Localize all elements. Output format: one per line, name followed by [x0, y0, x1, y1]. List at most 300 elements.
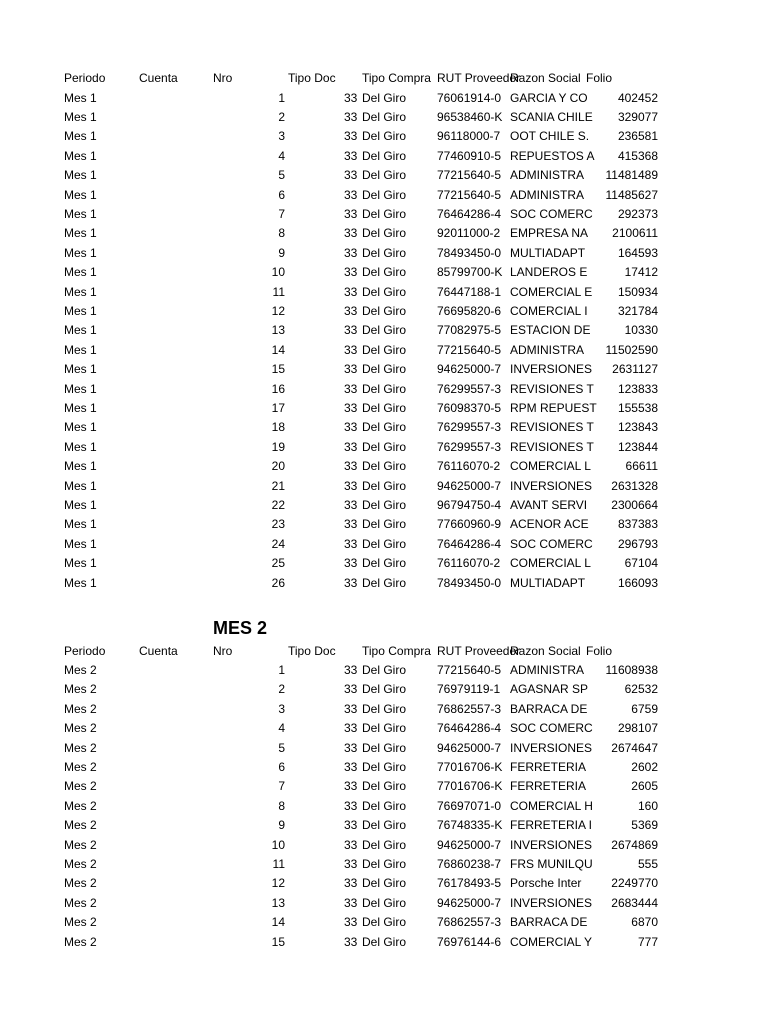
cell-tipo-compra: Del Giro: [362, 915, 407, 930]
cell-rut-proveedor: 76098370-5: [437, 400, 502, 415]
cell-folio: 123844: [617, 439, 658, 454]
cell-rut-proveedor: 96538460-K: [437, 109, 503, 124]
header-folio: Folio: [586, 71, 613, 85]
header-folio: Folio: [586, 643, 613, 658]
header-tipo-compra: Tipo Compra: [362, 71, 431, 85]
cell-tipo-doc: 33: [344, 798, 358, 813]
cell-rut-proveedor: 76447188-1: [437, 284, 502, 299]
cell-tipo-compra: Del Giro: [362, 575, 407, 590]
cell-razon-social: ADMINISTRA: [510, 187, 585, 202]
table-row: [0, 661, 768, 680]
cell-rut-proveedor: 77660960-9: [437, 517, 502, 532]
cell-folio: 66611: [625, 459, 658, 474]
cell-nro: 9: [278, 818, 285, 833]
table-row: [0, 515, 768, 534]
cell-nro: 14: [271, 915, 285, 930]
cell-tipo-doc: 33: [344, 342, 358, 357]
cell-folio: 555: [637, 857, 658, 871]
table-row: [0, 739, 768, 758]
cell-nro: 2: [278, 109, 285, 124]
cell-tipo-doc: 33: [344, 265, 358, 280]
cell-periodo: Mes 1: [64, 187, 97, 202]
table-row: [0, 321, 768, 340]
cell-tipo-compra: Del Giro: [362, 760, 407, 774]
cell-rut-proveedor: 94625000-7: [437, 895, 502, 910]
cell-razon-social: SOC COMERC: [510, 721, 593, 736]
cell-folio: 321784: [617, 303, 658, 318]
table-row: [0, 108, 768, 127]
cell-nro: 18: [271, 420, 285, 435]
cell-tipo-doc: 33: [344, 663, 358, 677]
cell-razon-social: INVERSIONES: [510, 362, 593, 377]
cell-rut-proveedor: 92011000-2: [437, 226, 501, 241]
cell-periodo: Mes 1: [64, 303, 97, 318]
cell-folio: 5369: [631, 818, 658, 833]
cell-rut-proveedor: 76299557-3: [437, 420, 502, 435]
table-row: [0, 341, 768, 360]
header-cuenta: Cuenta: [139, 643, 178, 658]
cell-folio: 2100611: [612, 226, 658, 241]
cell-razon-social: ESTACION DE: [510, 323, 591, 338]
cell-nro: 13: [271, 895, 285, 910]
cell-tipo-doc: 33: [344, 536, 358, 551]
cell-folio: 6759: [631, 701, 658, 716]
cell-tipo-compra: Del Giro: [362, 265, 407, 280]
cell-razon-social: ADMINISTRA: [510, 342, 585, 357]
cell-nro: 12: [271, 303, 285, 318]
cell-periodo: Mes 1: [64, 323, 97, 338]
header-nro: Nro: [213, 643, 233, 658]
cell-razon-social: EMPRESA NA: [510, 226, 589, 241]
cell-nro: 8: [278, 798, 285, 813]
cell-tipo-doc: 33: [344, 556, 358, 571]
cell-razon-social: GARCIA Y CO: [510, 90, 588, 105]
cell-tipo-doc: 33: [344, 915, 358, 930]
cell-tipo-compra: Del Giro: [362, 226, 407, 241]
cell-periodo: Mes 1: [64, 420, 97, 435]
cell-folio: 160: [637, 798, 658, 813]
table-row: [0, 147, 768, 166]
cell-folio: 837383: [617, 517, 658, 532]
header-row: [0, 642, 768, 661]
cell-periodo: Mes 2: [64, 837, 97, 852]
cell-razon-social: ADMINISTRA: [510, 663, 585, 677]
header-rut-proveedor: RUT Proveedor: [437, 643, 521, 658]
cell-tipo-doc: 33: [344, 323, 358, 338]
table-row: [0, 263, 768, 282]
cell-folio: 2300664: [611, 497, 658, 512]
cell-nro: 19: [271, 439, 285, 454]
cell-tipo-doc: 33: [344, 148, 358, 163]
cell-tipo-doc: 33: [344, 818, 358, 833]
cell-periodo: Mes 2: [64, 760, 97, 774]
cell-tipo-compra: Del Giro: [362, 90, 407, 105]
cell-folio: 17412: [624, 265, 658, 280]
cell-rut-proveedor: 76748335-K: [437, 818, 503, 833]
cell-nro: 17: [271, 400, 285, 415]
table-row: [0, 816, 768, 835]
cell-tipo-compra: Del Giro: [362, 245, 407, 260]
cell-nro: 1: [278, 663, 285, 677]
cell-rut-proveedor: 85799700-K: [437, 265, 503, 280]
cell-tipo-doc: 33: [344, 517, 358, 532]
cell-periodo: Mes 2: [64, 721, 97, 736]
cell-tipo-compra: Del Giro: [362, 109, 407, 124]
cell-rut-proveedor: 76697071-0: [437, 798, 502, 813]
table-row: [0, 535, 768, 554]
cell-nro: 3: [278, 701, 285, 716]
cell-tipo-compra: Del Giro: [362, 187, 407, 202]
cell-rut-proveedor: 77215640-5: [437, 168, 502, 183]
cell-periodo: Mes 1: [64, 148, 97, 163]
cell-tipo-compra: Del Giro: [362, 682, 407, 697]
cell-razon-social: INVERSIONES: [510, 895, 593, 910]
cell-folio: 150934: [617, 284, 658, 299]
cell-tipo-compra: Del Giro: [362, 362, 407, 377]
cell-tipo-compra: Del Giro: [362, 934, 407, 949]
cell-tipo-compra: Del Giro: [362, 517, 407, 532]
cell-nro: 5: [278, 740, 285, 755]
cell-tipo-doc: 33: [344, 478, 358, 493]
header-cuenta: Cuenta: [139, 71, 178, 85]
cell-razon-social: BARRACA DE: [510, 701, 588, 716]
cell-periodo: Mes 1: [64, 226, 97, 241]
cell-periodo: Mes 2: [64, 701, 97, 716]
cell-rut-proveedor: 76116070-2: [437, 556, 501, 571]
table-row: [0, 205, 768, 224]
cell-periodo: Mes 1: [64, 459, 97, 474]
cell-rut-proveedor: 96794750-4: [437, 497, 502, 512]
cell-nro: 23: [271, 517, 285, 532]
cell-folio: 123843: [617, 420, 658, 435]
cell-tipo-doc: 33: [344, 876, 358, 891]
cell-razon-social: SOC COMERC: [510, 536, 593, 551]
cell-nro: 7: [278, 206, 285, 221]
cell-tipo-doc: 33: [344, 168, 358, 183]
cell-periodo: Mes 1: [64, 206, 97, 221]
table-row: [0, 457, 768, 476]
cell-tipo-compra: Del Giro: [362, 439, 407, 454]
cell-rut-proveedor: 76979119-1: [437, 682, 501, 697]
table-row: [0, 797, 768, 816]
cell-nro: 6: [278, 187, 285, 202]
cell-razon-social: COMERCIAL H: [510, 798, 593, 813]
cell-folio: 415368: [617, 148, 658, 163]
header-periodo: Periodo: [64, 71, 106, 85]
cell-razon-social: COMERCIAL I: [510, 303, 588, 318]
cell-nro: 26: [271, 575, 285, 590]
cell-nro: 1: [278, 90, 285, 105]
cell-tipo-compra: Del Giro: [362, 779, 407, 794]
table-row: [0, 89, 768, 108]
header-row: [0, 69, 768, 88]
cell-rut-proveedor: 77082975-5: [437, 323, 502, 338]
cell-nro: 15: [271, 362, 285, 377]
cell-periodo: Mes 2: [64, 798, 97, 813]
cell-tipo-compra: Del Giro: [362, 284, 407, 299]
cell-razon-social: SCANIA CHILE: [510, 109, 593, 124]
cell-tipo-doc: 33: [344, 459, 358, 474]
cell-periodo: Mes 1: [64, 478, 97, 493]
cell-tipo-compra: Del Giro: [362, 342, 407, 357]
cell-folio: 329077: [617, 109, 658, 124]
cell-rut-proveedor: 76299557-3: [437, 381, 502, 396]
table-row: [0, 933, 768, 952]
cell-rut-proveedor: 76464286-4: [437, 536, 502, 551]
table-row: [0, 477, 768, 496]
cell-periodo: Mes 1: [64, 497, 97, 512]
cell-tipo-doc: 33: [344, 837, 358, 852]
table-row: [0, 836, 768, 855]
cell-nro: 11: [272, 857, 285, 871]
cell-tipo-doc: 33: [344, 303, 358, 318]
cell-razon-social: REVISIONES T: [510, 420, 594, 435]
cell-tipo-doc: 33: [344, 362, 358, 377]
cell-folio: 2674647: [611, 740, 658, 755]
cell-periodo: Mes 2: [64, 779, 97, 794]
cell-nro: 13: [271, 323, 285, 338]
cell-rut-proveedor: 77215640-5: [437, 187, 502, 202]
cell-razon-social: REVISIONES T: [510, 439, 594, 454]
cell-razon-social: Porsche Inter: [510, 876, 582, 891]
cell-rut-proveedor: 77460910-5: [437, 148, 502, 163]
cell-tipo-doc: 33: [344, 857, 358, 871]
cell-tipo-doc: 33: [344, 206, 358, 221]
cell-nro: 11: [272, 284, 285, 299]
table-row: [0, 399, 768, 418]
cell-periodo: Mes 1: [64, 400, 97, 415]
cell-folio: 292373: [617, 206, 658, 221]
cell-folio: 402452: [617, 90, 658, 105]
cell-tipo-compra: Del Giro: [362, 168, 407, 183]
cell-tipo-compra: Del Giro: [362, 818, 407, 833]
cell-tipo-compra: Del Giro: [362, 323, 407, 338]
cell-folio: 2683444: [611, 895, 658, 910]
cell-rut-proveedor: 78493450-0: [437, 575, 502, 590]
table-row: [0, 496, 768, 515]
cell-periodo: Mes 1: [64, 439, 97, 454]
cell-razon-social: COMERCIAL L: [510, 459, 591, 474]
cell-nro: 2: [278, 682, 285, 697]
table-row: [0, 874, 768, 893]
cell-tipo-doc: 33: [344, 381, 358, 396]
cell-tipo-compra: Del Giro: [362, 857, 407, 871]
cell-periodo: Mes 1: [64, 245, 97, 260]
cell-tipo-compra: Del Giro: [362, 420, 407, 435]
cell-razon-social: MULTIADAPT: [510, 245, 586, 260]
header-tipo-doc: Tipo Doc: [288, 71, 336, 85]
cell-tipo-compra: Del Giro: [362, 721, 407, 736]
cell-tipo-doc: 33: [344, 779, 358, 794]
cell-nro: 12: [271, 876, 285, 891]
cell-tipo-doc: 33: [344, 439, 358, 454]
cell-folio: 777: [637, 934, 658, 949]
cell-razon-social: SOC COMERC: [510, 206, 593, 221]
cell-nro: 21: [271, 478, 285, 493]
cell-tipo-compra: Del Giro: [362, 798, 407, 813]
cell-razon-social: FRS MUNILQU: [510, 857, 593, 871]
cell-rut-proveedor: 76178493-5: [437, 876, 502, 891]
cell-folio: 155538: [617, 400, 658, 415]
cell-folio: 2674869: [611, 837, 658, 852]
cell-rut-proveedor: 76464286-4: [437, 206, 502, 221]
cell-rut-proveedor: 94625000-7: [437, 740, 502, 755]
cell-rut-proveedor: 77016706-K: [437, 760, 503, 774]
cell-razon-social: RPM REPUEST: [510, 400, 597, 415]
cell-rut-proveedor: 77016706-K: [437, 779, 503, 794]
cell-razon-social: FERRETERIA: [510, 760, 587, 774]
cell-razon-social: INVERSIONES: [510, 478, 593, 493]
cell-folio: 11502590: [605, 342, 658, 357]
cell-rut-proveedor: 94625000-7: [437, 362, 502, 377]
cell-periodo: Mes 1: [64, 342, 97, 357]
cell-periodo: Mes 1: [64, 556, 97, 571]
cell-rut-proveedor: 76862557-3: [437, 701, 502, 716]
cell-razon-social: COMERCIAL E: [510, 284, 593, 299]
table-row: [0, 719, 768, 738]
cell-folio: 67104: [624, 556, 658, 571]
table-row: [0, 127, 768, 146]
table-row: [0, 913, 768, 932]
cell-razon-social: COMERCIAL L: [510, 556, 591, 571]
cell-nro: 5: [278, 168, 285, 183]
cell-razon-social: FERRETERIA I: [510, 818, 593, 833]
cell-nro: 16: [271, 381, 285, 396]
cell-rut-proveedor: 94625000-7: [437, 478, 502, 493]
header-tipo-compra: Tipo Compra: [362, 643, 431, 658]
cell-tipo-compra: Del Giro: [362, 876, 407, 891]
cell-tipo-doc: 33: [344, 129, 358, 144]
cell-nro: 15: [271, 934, 285, 949]
cell-periodo: Mes 1: [64, 575, 97, 590]
cell-tipo-compra: Del Giro: [362, 478, 407, 493]
cell-periodo: Mes 1: [64, 265, 97, 280]
table-row: [0, 418, 768, 437]
cell-rut-proveedor: 96118000-7: [437, 129, 501, 144]
cell-folio: 11481489: [605, 168, 658, 183]
cell-razon-social: INVERSIONES: [510, 837, 593, 852]
table-row: [0, 574, 768, 593]
cell-razon-social: ADMINISTRA: [510, 168, 585, 183]
cell-folio: 2602: [631, 760, 658, 774]
cell-rut-proveedor: 76061914-0: [437, 90, 502, 105]
cell-folio: 62532: [624, 682, 658, 697]
cell-rut-proveedor: 77215640-5: [437, 663, 502, 677]
cell-rut-proveedor: 76695820-6: [437, 303, 502, 318]
cell-razon-social: ACENOR ACE: [510, 517, 589, 532]
table-row: [0, 302, 768, 321]
cell-periodo: Mes 1: [64, 129, 97, 144]
cell-periodo: Mes 2: [64, 934, 97, 949]
cell-nro: 4: [278, 148, 285, 163]
cell-razon-social: AVANT SERVI: [510, 497, 588, 512]
cell-tipo-doc: 33: [344, 400, 358, 415]
cell-tipo-compra: Del Giro: [362, 129, 407, 144]
cell-tipo-compra: Del Giro: [362, 497, 407, 512]
table-row: [0, 166, 768, 185]
cell-tipo-compra: Del Giro: [362, 400, 407, 415]
table-row: [0, 554, 768, 573]
table-row: [0, 186, 768, 205]
cell-periodo: Mes 1: [64, 109, 97, 124]
cell-tipo-compra: Del Giro: [362, 536, 407, 551]
cell-periodo: Mes 1: [64, 284, 97, 299]
cell-folio: 2631127: [612, 362, 658, 377]
cell-periodo: Mes 2: [64, 663, 97, 677]
header-razon-social: Razon Social: [510, 643, 581, 658]
cell-nro: 22: [271, 497, 285, 512]
cell-periodo: Mes 1: [64, 517, 97, 532]
cell-nro: 20: [271, 459, 285, 474]
cell-tipo-compra: Del Giro: [362, 303, 407, 318]
cell-tipo-doc: 33: [344, 420, 358, 435]
cell-folio: 236581: [617, 129, 658, 144]
table-row: [0, 244, 768, 263]
cell-folio: 2249770: [611, 876, 658, 891]
cell-periodo: Mes 2: [64, 740, 97, 755]
cell-nro: 24: [271, 536, 285, 551]
cell-tipo-doc: 33: [344, 682, 358, 697]
cell-tipo-doc: 33: [344, 226, 358, 241]
cell-periodo: Mes 2: [64, 876, 97, 891]
cell-rut-proveedor: 94625000-7: [437, 837, 502, 852]
cell-nro: 4: [278, 721, 285, 736]
cell-nro: 9: [278, 245, 285, 260]
cell-tipo-doc: 33: [344, 245, 358, 260]
cell-periodo: Mes 2: [64, 915, 97, 930]
cell-nro: 10: [271, 265, 285, 280]
cell-nro: 8: [278, 226, 285, 241]
table-row: [0, 380, 768, 399]
cell-tipo-doc: 33: [344, 575, 358, 590]
table-row: [0, 283, 768, 302]
cell-periodo: Mes 1: [64, 536, 97, 551]
cell-folio: 6870: [631, 915, 658, 930]
table-row: [0, 894, 768, 913]
cell-folio: 123833: [617, 381, 658, 396]
cell-periodo: Mes 2: [64, 857, 97, 871]
cell-tipo-compra: Del Giro: [362, 556, 407, 571]
table-row: [0, 758, 768, 777]
cell-folio: 2605: [631, 779, 658, 794]
cell-folio: 10330: [624, 323, 658, 338]
cell-periodo: Mes 1: [64, 90, 97, 105]
cell-nro: 7: [278, 779, 285, 794]
header-razon-social: Razon Social: [510, 71, 581, 85]
cell-razon-social: INVERSIONES: [510, 740, 593, 755]
cell-rut-proveedor: 77215640-5: [437, 342, 502, 357]
cell-periodo: Mes 2: [64, 895, 97, 910]
table-row: [0, 777, 768, 796]
cell-rut-proveedor: 76464286-4: [437, 721, 502, 736]
cell-tipo-doc: 33: [344, 701, 358, 716]
table-row: [0, 224, 768, 243]
cell-nro: 6: [278, 760, 285, 774]
cell-nro: 25: [271, 556, 285, 571]
cell-razon-social: BARRACA DE: [510, 915, 588, 930]
cell-razon-social: MULTIADAPT: [510, 575, 586, 590]
cell-tipo-compra: Del Giro: [362, 837, 407, 852]
cell-tipo-doc: 33: [344, 740, 358, 755]
cell-tipo-compra: Del Giro: [362, 148, 407, 163]
table-row: [0, 438, 768, 457]
cell-tipo-compra: Del Giro: [362, 895, 407, 910]
cell-folio: 11485627: [605, 187, 658, 202]
cell-rut-proveedor: 76976144-6: [437, 934, 502, 949]
cell-razon-social: COMERCIAL Y: [510, 934, 593, 949]
cell-tipo-doc: 33: [344, 895, 358, 910]
cell-periodo: Mes 2: [64, 682, 97, 697]
